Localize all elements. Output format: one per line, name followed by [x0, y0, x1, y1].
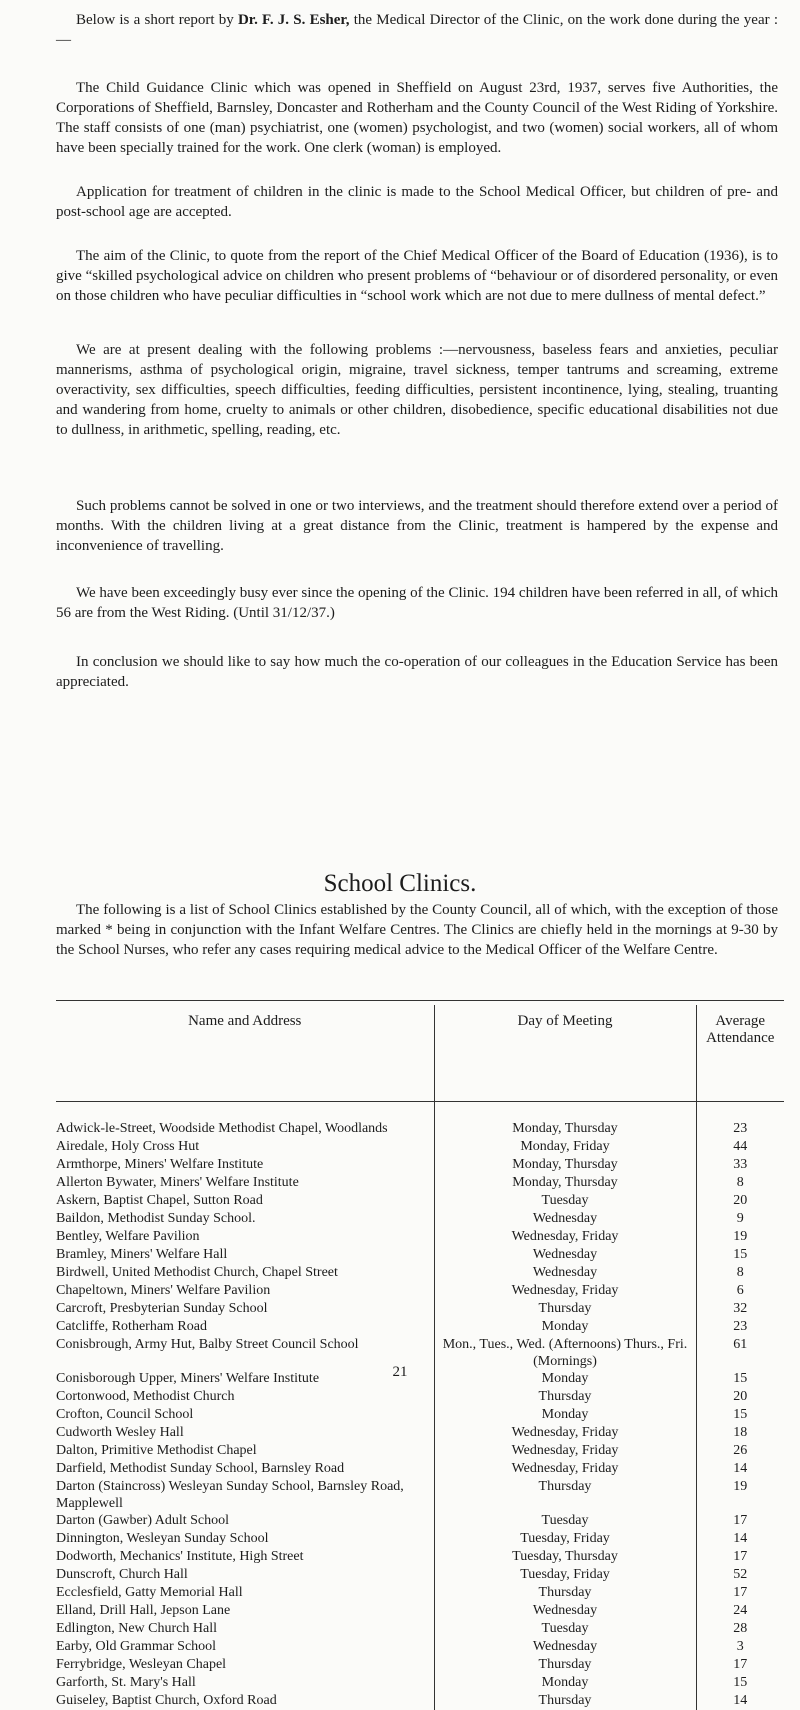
treatment-paragraph: Such problems cannot be solved in one or two interviews, and the treatment should therefore extend over a period of months. With the children living at a great distance from the Clinic, treatment is hampered by the expense and inconvenience of travelling. — [56, 498, 778, 554]
clinic-description-paragraph: The Child Guidance Clinic which was opened in Sheffield on August 23rd, 1937, serves five Authorities, the Corporations of Sheffield, Barnsley, Doncaster and Rotherham and the County Council of the West Riding of Yorkshire. The staff consists of one (man) psychiatrist, one (women) psychologist, and two (women) social workers, all of whom have been specially trained for the work. One clerk (woman) is employed. — [56, 80, 778, 156]
meeting-day: Wednesday, Friday — [434, 1424, 696, 1442]
meeting-day: Monday, Thursday — [434, 1156, 696, 1174]
average-attendance: 3 — [736, 1639, 744, 1654]
clinic-name: Dunscroft, Church Hall — [56, 1567, 188, 1582]
average-attendance: 6 — [736, 1283, 744, 1298]
average-attendance: 14 — [733, 1531, 748, 1546]
average-attendance: 44 — [733, 1139, 748, 1154]
table-row — [56, 1692, 784, 1710]
clinic-name: Darton (Staincross) Wesleyan Sunday School, Barnsley Road, Mapplewell — [56, 1479, 404, 1511]
table-row — [56, 1174, 784, 1192]
table-row — [56, 1584, 784, 1602]
average-attendance: 9 — [736, 1211, 744, 1226]
aim-paragraph: The aim of the Clinic, to quote from the report of the Chief Medical Officer of the Board of Education (1936), is to give “skilled psychological advice on children who present problems of “behaviour or of disordered personality, or even on those children who have peculiar difficulties in “school work which are not due to mere dullness of mental defect.” — [56, 248, 778, 304]
clinic-name: Airedale, Holy Cross Hut — [56, 1139, 200, 1154]
meeting-day: Thursday — [434, 1478, 696, 1512]
clinic-name: Carcroft, Presbyterian Sunday School — [56, 1301, 268, 1316]
meeting-day: Wednesday, Friday — [434, 1228, 696, 1246]
meeting-day: Tuesday, Friday — [434, 1566, 696, 1584]
clinic-name: Askern, Baptist Chapel, Sutton Road — [56, 1193, 263, 1208]
average-attendance: 18 — [733, 1425, 748, 1440]
meeting-day: Thursday — [434, 1388, 696, 1406]
meeting-day: Thursday — [434, 1300, 696, 1318]
clinic-name: Cortonwood, Methodist Church — [56, 1389, 235, 1404]
clinic-name: Chapeltown, Miners' Welfare Pavilion — [56, 1283, 271, 1298]
application-paragraph: Application for treatment of children in the clinic is made to the School Medical Officer, but children of pre- and post-school age are accepted. — [56, 184, 778, 220]
section-heading: School Clinics. — [323, 870, 477, 897]
intro-paragraph — [56, 10, 778, 50]
page-number: 21 — [392, 1364, 408, 1380]
table-row — [56, 1138, 784, 1156]
author-name: Dr. F. J. S. Esher, — [237, 12, 350, 28]
clinic-name: Earby, Old Grammar School — [56, 1639, 217, 1654]
clinic-name: Elland, Drill Hall, Jepson Lane — [56, 1603, 231, 1618]
clinic-name: Guiseley, Baptist Church, Oxford Road — [56, 1693, 277, 1708]
meeting-day: Wednesday — [434, 1602, 696, 1620]
meeting-day: Wednesday, Friday — [434, 1442, 696, 1460]
table-row — [56, 1460, 784, 1478]
meeting-day: Monday — [434, 1318, 696, 1336]
table-row — [56, 1638, 784, 1656]
clinic-name: Bramley, Miners' Welfare Hall — [56, 1247, 228, 1262]
meeting-day: Tuesday — [434, 1512, 696, 1530]
average-attendance: 23 — [733, 1319, 748, 1334]
table-header-row — [56, 1005, 784, 1102]
clinic-name: Armthorpe, Miners' Welfare Institute — [56, 1157, 264, 1172]
table-row — [56, 1530, 784, 1548]
average-attendance: 15 — [733, 1407, 748, 1422]
table-row — [56, 1228, 784, 1246]
meeting-day: Monday — [434, 1674, 696, 1692]
average-attendance: 17 — [733, 1657, 748, 1672]
average-attendance: 61 — [733, 1337, 748, 1352]
meeting-day: Tuesday — [434, 1620, 696, 1638]
meeting-day: Wednesday — [434, 1638, 696, 1656]
average-attendance: 15 — [733, 1675, 748, 1690]
clinic-name: Dodworth, Mechanics' Institute, High Street — [56, 1549, 304, 1564]
average-attendance: 33 — [733, 1157, 748, 1172]
table-row — [56, 1424, 784, 1442]
clinic-name: Darton (Gawber) Adult School — [56, 1513, 230, 1528]
table-row — [56, 1620, 784, 1638]
referrals-paragraph: We have been exceedingly busy ever since the opening of the Clinic. 194 children have been referred in all, of which 56 are from the West Riding. (Until 31/12/37.) — [56, 585, 778, 621]
clinic-name: Ecclesfield, Gatty Memorial Hall — [56, 1585, 243, 1600]
clinic-name: Conisborough Upper, Miners' Welfare Institute — [56, 1371, 320, 1386]
clinic-name: Crofton, Council School — [56, 1407, 194, 1422]
average-attendance: 17 — [733, 1585, 748, 1600]
table-row — [56, 1246, 784, 1264]
meeting-day: Monday, Thursday — [434, 1174, 696, 1192]
problems-paragraph: We are at present dealing with the following problems :—nervousness, baseless fears and anxieties, peculiar mannerisms, asthma of psychological origin, migraine, travel sickness, temper tantrums and screaming, extreme overactivity, sex difficulties, speech difficulties, feeding difficulties, persistent incontinence, lying, stealing, truanting and wandering from home, cruelty to animals or other children, disobedience, specific educational disabilities not due to dullness, in arithmetic, spelling, reading, etc. — [56, 342, 778, 438]
table-row — [56, 1300, 784, 1318]
table-row — [56, 1566, 784, 1584]
clinic-name: Baildon, Methodist Sunday School. — [56, 1211, 256, 1226]
clinic-name: Conisbrough, Army Hut, Balby Street Council School — [56, 1337, 359, 1352]
meeting-day: Monday — [434, 1370, 696, 1388]
table-row — [56, 1264, 784, 1282]
average-attendance: 24 — [733, 1603, 748, 1618]
average-attendance: 20 — [733, 1193, 748, 1208]
average-attendance: 28 — [733, 1621, 748, 1636]
meeting-day: Thursday — [434, 1656, 696, 1674]
table-row — [56, 1156, 784, 1174]
meeting-day: Wednesday — [434, 1264, 696, 1282]
table-row — [56, 1512, 784, 1530]
average-attendance: 19 — [733, 1479, 748, 1494]
meeting-day: Wednesday, Friday — [434, 1460, 696, 1478]
clinic-name: Garforth, St. Mary's Hall — [56, 1675, 196, 1690]
table-row — [56, 1282, 784, 1300]
meeting-day: Monday, Thursday — [434, 1120, 696, 1138]
table-row — [56, 1318, 784, 1336]
average-attendance: 52 — [733, 1567, 748, 1582]
average-attendance: 8 — [736, 1175, 744, 1190]
school-clinics-paragraph: The following is a list of School Clinics established by the County Council, all of which, with the exception of those marked * being in conjunction with the Infant Welfare Centres. The Clinics are chiefly held in the mornings at 9-30 by the School Nurses, who refer any cases requiring medical advice to the Medical Officer of the Welfare Centre. — [56, 902, 778, 958]
meeting-day: Monday — [434, 1406, 696, 1424]
average-attendance: 26 — [733, 1443, 748, 1458]
clinic-name: Allerton Bywater, Miners' Welfare Institute — [56, 1175, 299, 1190]
clinic-name: Darfield, Methodist Sunday School, Barnsley Road — [56, 1461, 345, 1476]
clinic-name: Ferrybridge, Wesleyan Chapel — [56, 1657, 227, 1672]
clinic-name: Cudworth Wesley Hall — [56, 1425, 184, 1440]
meeting-day: Tuesday, Thursday — [434, 1548, 696, 1566]
clinics-table — [56, 1005, 784, 1710]
clinic-name: Birdwell, United Methodist Church, Chapel Street — [56, 1265, 338, 1280]
average-attendance: 19 — [733, 1229, 748, 1244]
table-row — [56, 1406, 784, 1424]
clinic-name: Bentley, Welfare Pavilion — [56, 1229, 200, 1244]
intro-text: Below is a short report by — [76, 12, 238, 28]
average-attendance: 32 — [733, 1301, 748, 1316]
meeting-day: Mon., Tues., Wed. (Afternoons) Thurs., Fri. (Mornings) — [434, 1336, 696, 1370]
clinic-name: Adwick-le-Street, Woodside Methodist Chapel, Woodlands — [56, 1121, 388, 1136]
header-average-attendance: Average Attendance — [696, 1005, 784, 1102]
meeting-day: Wednesday — [434, 1246, 696, 1264]
conclusion-paragraph: In conclusion we should like to say how much the co-operation of our colleagues in the Education Service has been appreciated. — [56, 654, 778, 690]
average-attendance: 15 — [733, 1247, 748, 1262]
meeting-day: Wednesday, Friday — [434, 1282, 696, 1300]
intro-text-end: the Medical Director of the Clinic, on the work done during the year :— — [56, 12, 778, 48]
average-attendance: 17 — [733, 1549, 748, 1564]
meeting-day: Wednesday — [434, 1210, 696, 1228]
average-attendance: 20 — [733, 1389, 748, 1404]
average-attendance: 17 — [733, 1513, 748, 1528]
clinic-name: Dinnington, Wesleyan Sunday School — [56, 1531, 269, 1546]
header-day-of-meeting: Day of Meeting — [434, 1005, 696, 1102]
meeting-day: Thursday — [434, 1584, 696, 1602]
clinic-name: Dalton, Primitive Methodist Chapel — [56, 1443, 257, 1458]
meeting-day: Tuesday — [434, 1192, 696, 1210]
header-name-address: Name and Address — [56, 1005, 434, 1102]
average-attendance: 14 — [733, 1693, 748, 1708]
table-row — [56, 1192, 784, 1210]
average-attendance: 23 — [733, 1121, 748, 1136]
table-row — [56, 1120, 784, 1138]
average-attendance: 14 — [733, 1461, 748, 1476]
table-row — [56, 1674, 784, 1692]
table-row — [56, 1548, 784, 1566]
table-row — [56, 1656, 784, 1674]
meeting-day: Thursday — [434, 1692, 696, 1710]
table-row — [56, 1442, 784, 1460]
clinic-name: Catcliffe, Rotherham Road — [56, 1319, 207, 1334]
meeting-day: Tuesday, Friday — [434, 1530, 696, 1548]
table-row — [56, 1602, 784, 1620]
average-attendance: 15 — [733, 1371, 748, 1386]
meeting-day: Monday, Friday — [434, 1138, 696, 1156]
table-row — [56, 1478, 784, 1512]
table-row — [56, 1210, 784, 1228]
average-attendance: 8 — [736, 1265, 744, 1280]
clinic-name: Edlington, New Church Hall — [56, 1621, 217, 1636]
table-top-rule — [56, 1000, 784, 1001]
